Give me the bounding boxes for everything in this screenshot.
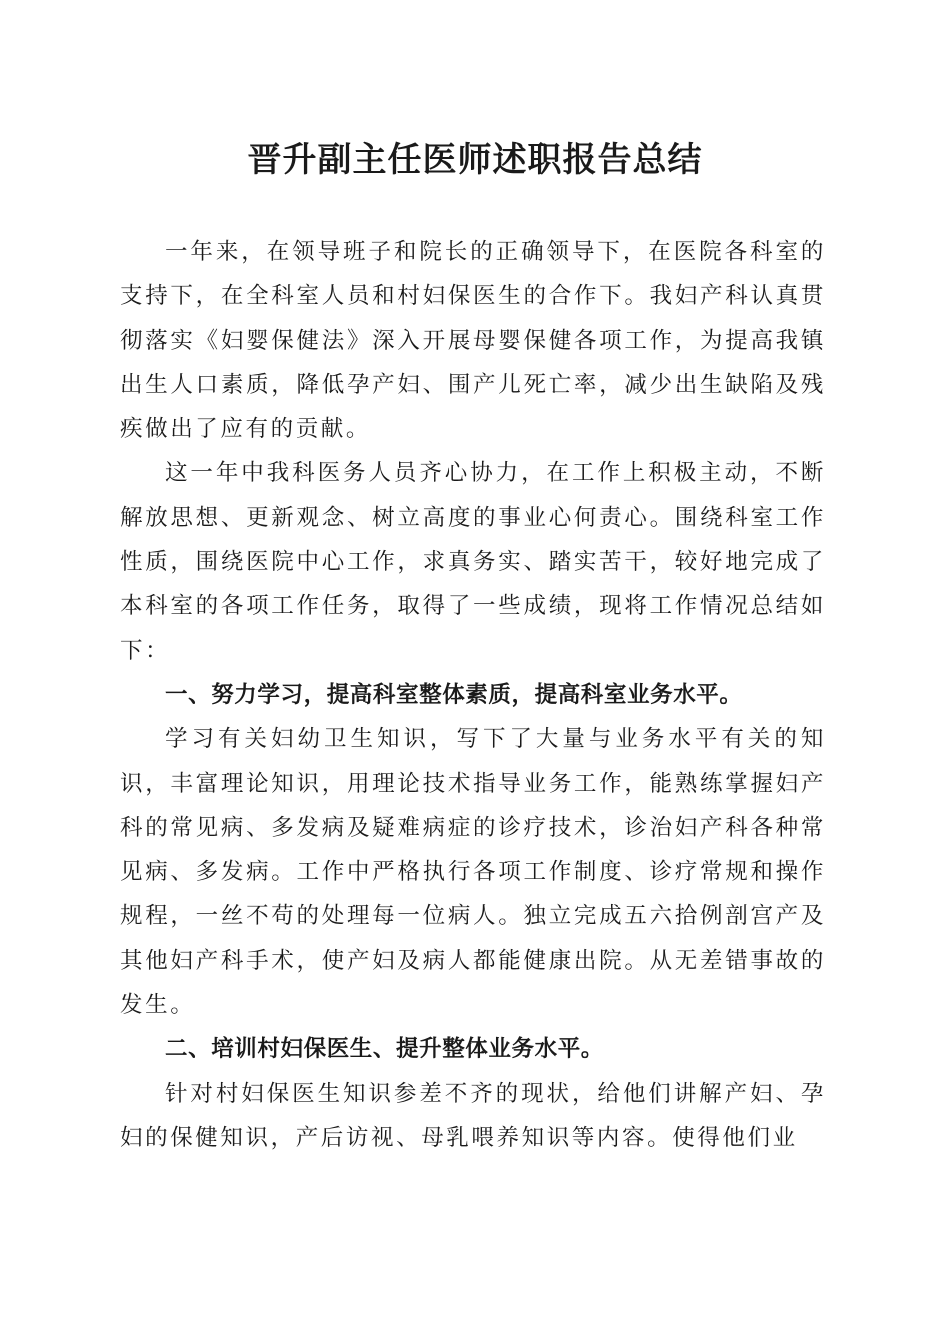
paragraph-section-2: 针对村妇保医生知识参差不齐的现状，给他们讲解产妇、孕妇的保健知识，产后访视、母乳喂养知识等内容。使得他们业 [120, 1080, 826, 1151]
paragraph-intro: 一年来，在领导班子和院长的正确领导下，在医院各科室的支持下，在全科室人员和村妇保医生的合作下。我妇产科认真贯彻落实《妇婴保健法》深入开展母婴保健各项工作，为提高我镇出生人口素质，降低孕产妇、围产儿死亡率，减少出生缺陷及残疾做出了应有的贡献。 [120, 239, 826, 443]
document-title: 晋升副主任医师述职报告总结 [247, 140, 703, 180]
paragraph-section-1: 学习有关妇幼卫生知识，写下了大量与业务水平有关的知识，丰富理论知识，用理论技术指导业务工作，能熟练掌握妇产科的常见病、多发病及疑难病症的诊疗技术，诊治妇产科各种常见病、多发病。工作中严格执行各项工作制度、诊疗常规和操作规程，一丝不苟的处理每一位病人。独立完成五六拾例剖宫产及其他妇产科手术，使产妇及病人都能健康出院。从无差错事故的发生。 [120, 726, 826, 1019]
section-heading-2: 二、培训村妇保医生、提升整体业务水平。 [165, 1036, 604, 1063]
section-heading-1: 一、努力学习，提高科室整体素质，提高科室业务水平。 [165, 681, 743, 708]
document-body [120, 230, 826, 1160]
paragraph-overview: 这一年中我科医务人员齐心协力，在工作上积极主动，不断解放思想、更新观念、树立高度的事业心何责心。围绕科室工作性质，围绕医院中心工作，求真务实、踏实苦干，较好地完成了本科室的各项工作任务，取得了一些成绩，现将工作情况总结如下： [120, 460, 826, 664]
